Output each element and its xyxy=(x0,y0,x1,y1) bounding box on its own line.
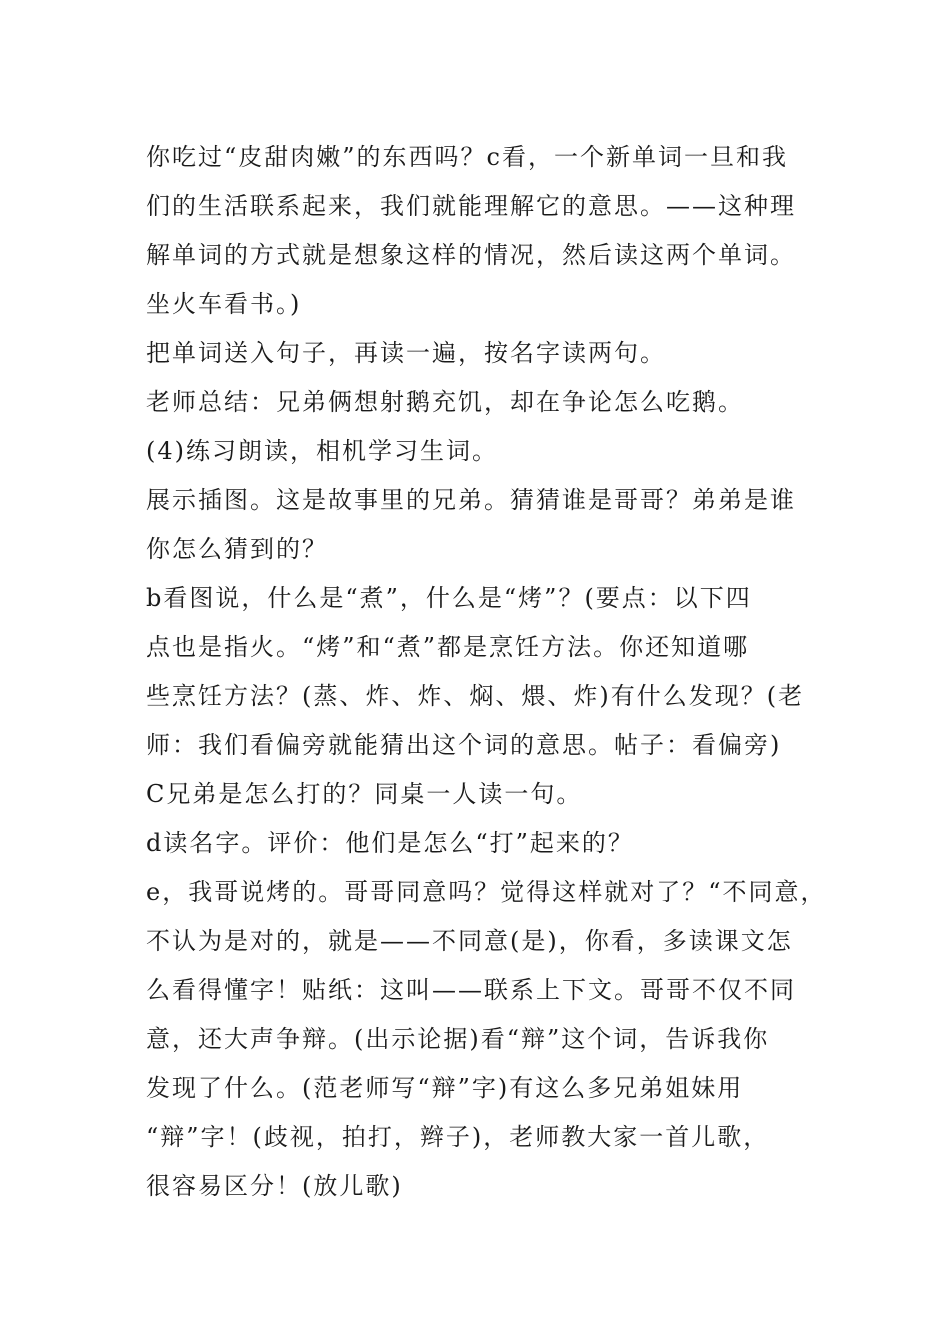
text-line: 不认为是对的，就是——不同意(是)，你看，多读课文怎 xyxy=(146,927,793,955)
text-line: 你怎么猜到的？ xyxy=(146,535,328,563)
text-line: 你吃过“皮甜肉嫩”的东西吗？c看，一个新单词一旦和我 xyxy=(146,143,788,171)
text-line: (4)练习朗读，相机学习生词。 xyxy=(146,437,498,465)
text-line: 些烹饪方法？(蒸、炸、炸、焖、煨、炸)有什么发现？(老 xyxy=(146,682,805,710)
text-line: 么看得懂字！贴纸：这叫——联系上下文。哥哥不仅不同 xyxy=(146,976,796,1004)
text-line: 老师总结：兄弟俩想射鹅充饥，却在争论怎么吃鹅。 xyxy=(146,388,744,416)
text-line: 把单词送入句子，再读一遍，按名字读两句。 xyxy=(146,339,666,367)
document-body xyxy=(146,133,836,1211)
text-line: 解单词的方式就是想象这样的情况，然后读这两个单词。 xyxy=(146,241,796,269)
text-line: e，我哥说烤的。哥哥同意吗？觉得这样就对了？“不同意， xyxy=(146,878,827,906)
text-line: 们的生活联系起来，我们就能理解它的意思。——这种理 xyxy=(146,192,796,220)
text-line: 很容易区分！(放儿歌) xyxy=(146,1172,403,1200)
text-line: C兄弟是怎么打的？同桌一人读一句。 xyxy=(146,780,583,808)
text-line: 意，还大声争辩。(出示论据)看“辩”这个词，告诉我你 xyxy=(146,1025,770,1053)
text-line: “辩”字！(歧视，拍打，辫子)，老师教大家一首儿歌， xyxy=(146,1123,770,1151)
text-line: 师：我们看偏旁就能猜出这个词的意思。帖子：看偏旁) xyxy=(146,731,782,759)
text-line: d读名字。评价：他们是怎么“打”起来的？ xyxy=(146,829,634,857)
text-line: 发现了什么。(范老师写“辩”字)有这么多兄弟姐妹用 xyxy=(146,1074,744,1102)
text-line: 点也是指火。“烤”和“煮”都是烹饪方法。你还知道哪 xyxy=(146,633,750,661)
text-line: 展示插图。这是故事里的兄弟。猜猜谁是哥哥？弟弟是谁 xyxy=(146,486,796,514)
text-line: b看图说，什么是“煮”，什么是“烤”？(要点：以下四 xyxy=(146,584,752,612)
text-line: 坐火车看书。) xyxy=(146,290,302,318)
